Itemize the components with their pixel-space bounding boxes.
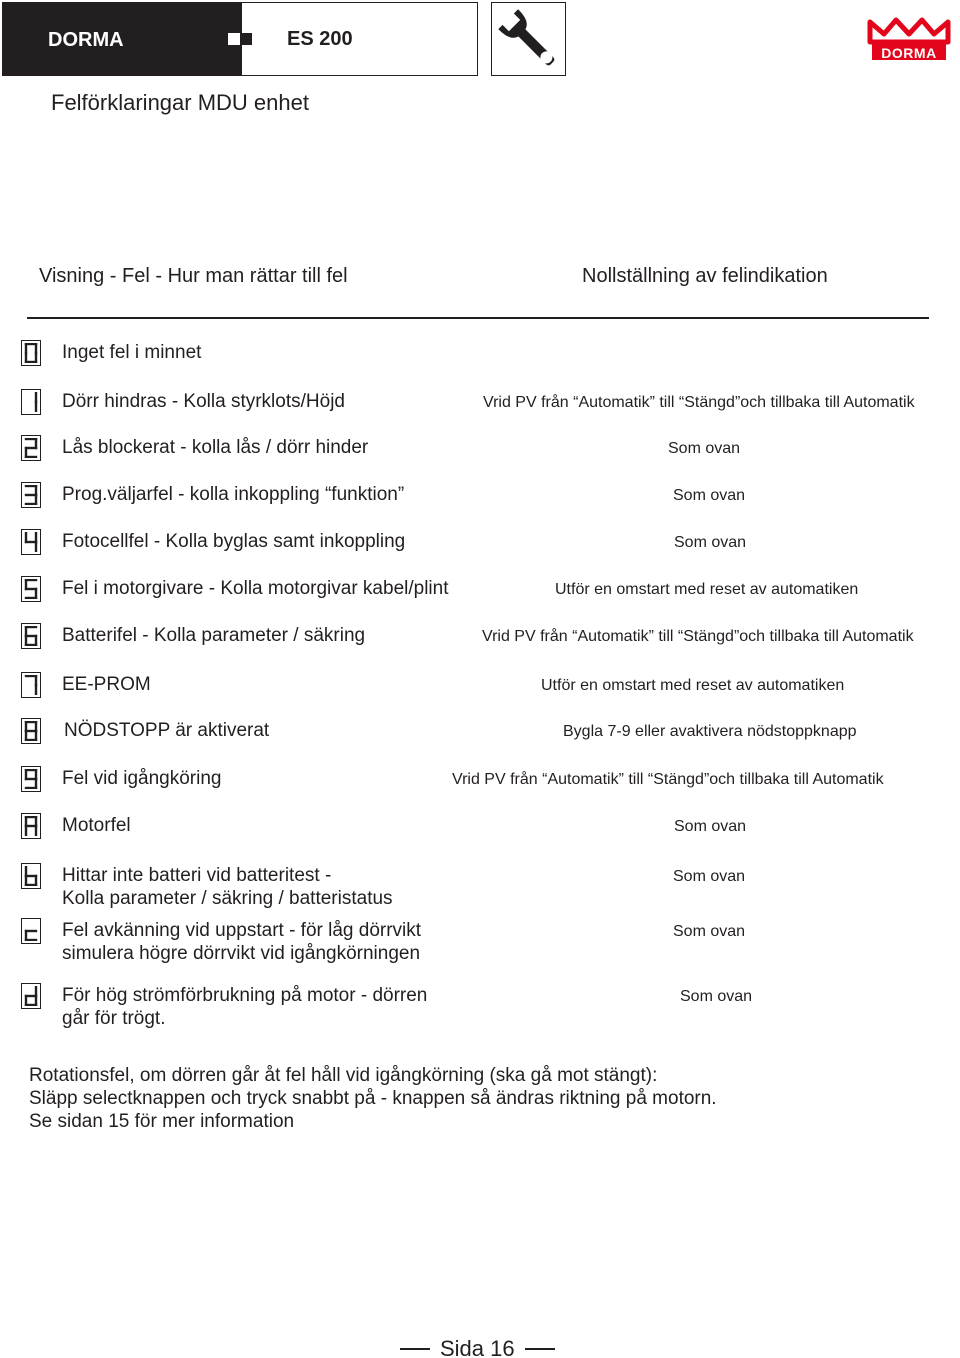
header-rule <box>27 317 929 319</box>
fault-code-value <box>22 577 23 578</box>
fault-reset-instruction: Som ovan <box>674 534 747 551</box>
fault-description-line: Fotocellfel - Kolla byglas samt inkoppling <box>62 531 406 552</box>
fault-reset-instruction: Som ovan <box>668 440 741 457</box>
fault-description <box>62 341 201 364</box>
fault-code-display-icon <box>21 623 41 649</box>
fault-description-line: Dörr hindras - Kolla styrklots/Höjd <box>62 391 345 412</box>
column-header-right: Nollställning av felindikation <box>582 265 828 287</box>
dorma-logo-text: DORMA <box>881 45 937 61</box>
fault-description <box>64 719 269 742</box>
fault-reset-instruction: Utför en omstart med reset av automatiken <box>541 677 845 694</box>
fault-description-line: Prog.väljarfel - kolla inkoppling “funktion” <box>62 484 405 505</box>
fault-description <box>62 814 131 837</box>
fault-description-line: För hög strömförbrukning på motor - dörren <box>62 985 428 1006</box>
fault-code-value <box>22 341 23 342</box>
fault-description <box>62 673 151 696</box>
footer-note-line: Se sidan 15 för mer information <box>29 1111 295 1132</box>
fault-description <box>62 577 449 600</box>
fault-code-display-icon <box>21 529 41 555</box>
fault-reset-instruction: Som ovan <box>680 988 753 1005</box>
fault-reset-instruction: Som ovan <box>673 923 746 940</box>
fault-code-value <box>22 483 23 484</box>
fault-code-display-icon <box>21 813 41 839</box>
fault-description <box>62 436 368 459</box>
header-model-block <box>240 2 478 76</box>
fault-code-display-icon <box>21 482 41 508</box>
fault-description <box>62 919 421 965</box>
wrench-icon <box>491 2 566 76</box>
fault-code-display-icon <box>21 672 41 698</box>
fault-code-display-icon <box>21 435 41 461</box>
fault-code-value <box>22 919 23 920</box>
fault-code-value <box>22 814 23 815</box>
fault-description-line: EE-PROM <box>62 674 151 695</box>
fault-code-value <box>22 719 23 720</box>
fault-reset-instruction: Vrid PV från “Automatik” till “Stängd”och tillbaka till Automatik <box>452 771 884 788</box>
header-brand-block <box>2 2 242 76</box>
footer-note-line: Släpp selectknappen och tryck snabbt på - knappen så ändras riktning på motorn. <box>29 1088 717 1109</box>
fault-reset-instruction: Som ovan <box>673 868 746 885</box>
fault-reset-instruction: Vrid PV från “Automatik” till “Stängd”och tillbaka till Automatik <box>482 628 914 645</box>
fault-description <box>62 390 345 413</box>
fault-description-line: går för trögt. <box>62 1008 166 1029</box>
fault-code-value <box>22 673 23 674</box>
fault-description <box>62 984 427 1030</box>
fault-code-value <box>22 767 23 768</box>
footer-note-line: Rotationsfel, om dörren går åt fel håll vid igångkörning (ska gå mot stängt): <box>29 1065 658 1086</box>
fault-description-line: Motorfel <box>62 815 131 836</box>
fault-code-value <box>22 624 23 625</box>
fault-description-line: Batterifel - Kolla parameter / säkring <box>62 625 366 646</box>
fault-description <box>62 767 221 790</box>
fault-description <box>62 624 365 647</box>
header-model-text: ES 200 <box>287 28 353 50</box>
fault-description-line: simulera högre dörrvikt vid igångkörningen <box>62 943 421 964</box>
fault-code-display-icon <box>21 983 41 1009</box>
fault-description-line: Inget fel i minnet <box>62 342 202 363</box>
fault-code-display-icon <box>21 918 41 944</box>
fault-code-display-icon <box>21 576 41 602</box>
fault-description <box>62 530 405 553</box>
fault-code-display-icon <box>21 863 41 889</box>
fault-description <box>62 483 404 506</box>
fault-code-display-icon <box>21 718 41 744</box>
fault-description-line: Lås blockerat - kolla lås / dörr hinder <box>62 437 369 458</box>
fault-code-value <box>22 984 23 985</box>
column-header-left: Visning - Fel - Hur man rättar till fel <box>39 265 348 287</box>
fault-reset-instruction: Utför en omstart med reset av automatiken <box>555 581 859 598</box>
page-number <box>400 1336 560 1358</box>
page-title: Felförklaringar MDU enhet <box>51 90 309 115</box>
fault-description-line: Fel i motorgivare - Kolla motorgivar kabel/plint <box>62 578 449 599</box>
fault-code-display-icon <box>21 766 41 792</box>
fault-description-line: NÖDSTOPP är aktiverat <box>64 720 270 741</box>
header-brand-text: DORMA <box>48 29 124 51</box>
footer-note <box>29 1064 717 1133</box>
fault-description-line: Hittar inte batteri vid batteritest - <box>62 865 332 886</box>
fault-reset-instruction: Vrid PV från “Automatik” till “Stängd”och tillbaka till Automatik <box>483 394 915 411</box>
fault-description-line: Kolla parameter / säkring / batteristatus <box>62 888 393 909</box>
fault-reset-instruction: Som ovan <box>674 818 747 835</box>
fault-reset-instruction: Som ovan <box>673 487 746 504</box>
fault-description-line: Fel avkänning vid uppstart - för låg dörrvikt <box>62 920 422 941</box>
fault-code-value <box>22 390 23 391</box>
fault-description <box>62 864 393 910</box>
fault-description-line: Fel vid igångköring <box>62 768 222 789</box>
fault-code-value <box>22 436 23 437</box>
page-number-dash <box>400 1348 430 1350</box>
page-number-text: Sida 16 <box>440 1336 515 1358</box>
fault-code-value <box>22 864 23 865</box>
fault-code-display-icon <box>21 389 41 415</box>
fault-reset-instruction: Bygla 7-9 eller avaktivera nödstoppknapp <box>563 723 857 740</box>
fault-code-value <box>22 530 23 531</box>
fault-code-display-icon <box>21 340 41 366</box>
page-number-dash <box>525 1348 555 1350</box>
